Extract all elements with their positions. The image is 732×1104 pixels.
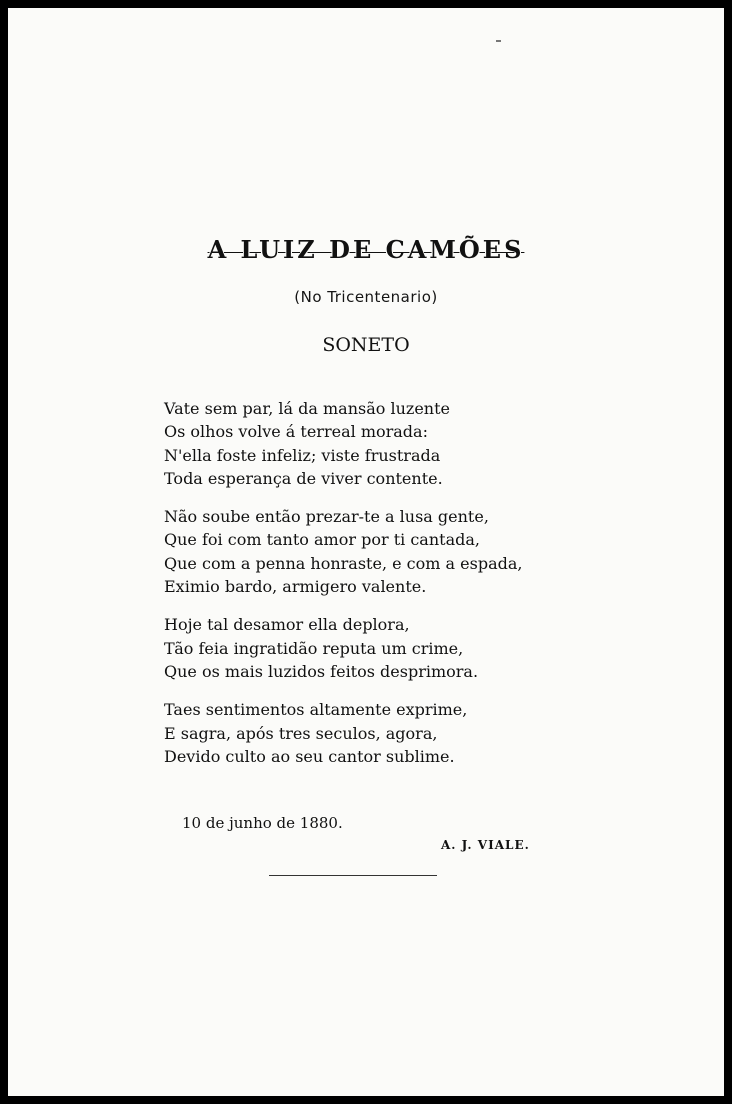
verse-line: Eximio bardo, armigero valente. bbox=[164, 577, 427, 597]
document-page bbox=[8, 8, 724, 1096]
verse-line: Os olhos volve á terreal morada: bbox=[164, 422, 428, 442]
author-surname-rest: IALE. bbox=[488, 838, 530, 852]
verse-line: E sagra, após tres seculos, agora, bbox=[164, 723, 438, 743]
author-initials: A. J. V bbox=[441, 838, 489, 852]
verse-line: Que foi com tanto amor por ti cantada, bbox=[164, 530, 480, 550]
stanza-1 bbox=[164, 397, 584, 490]
poem-title: A LUIZ DE CAMÕES bbox=[207, 235, 525, 264]
verse-line: N'ella foste infeliz; viste frustrada bbox=[164, 445, 441, 465]
verse-line: Que os mais luzidos feitos desprimora. bbox=[164, 661, 479, 681]
print-mark bbox=[496, 40, 501, 42]
poem-subtitle: (No Tricentenario) bbox=[294, 288, 438, 306]
verse-line: Que com a penna honraste, e com a espada, bbox=[164, 553, 523, 573]
footnote-divider bbox=[269, 875, 437, 876]
poem-date: 10 de junho de 1880. bbox=[182, 814, 343, 832]
verse-line: Devido culto ao seu cantor sublime. bbox=[164, 746, 455, 766]
verse-line: Tão feia ingratidão reputa um crime, bbox=[164, 638, 464, 658]
verse-line: Taes sentimentos altamente exprime, bbox=[164, 700, 468, 720]
poem-form-heading: SONETO bbox=[322, 334, 410, 356]
verse-line: Não soube então prezar-te a lusa gente, bbox=[164, 507, 489, 527]
verse-line: Vate sem par, lá da mansão luzente bbox=[164, 399, 451, 418]
verse-line: Toda esperança de viver contente. bbox=[164, 468, 443, 488]
stanza-3 bbox=[164, 613, 584, 683]
poem-author bbox=[441, 838, 530, 852]
stanza-2 bbox=[164, 505, 584, 598]
sonnet-body bbox=[164, 397, 584, 783]
stanza-4 bbox=[164, 698, 584, 768]
verse-line: Hoje tal desamor ella deplora, bbox=[164, 615, 410, 635]
